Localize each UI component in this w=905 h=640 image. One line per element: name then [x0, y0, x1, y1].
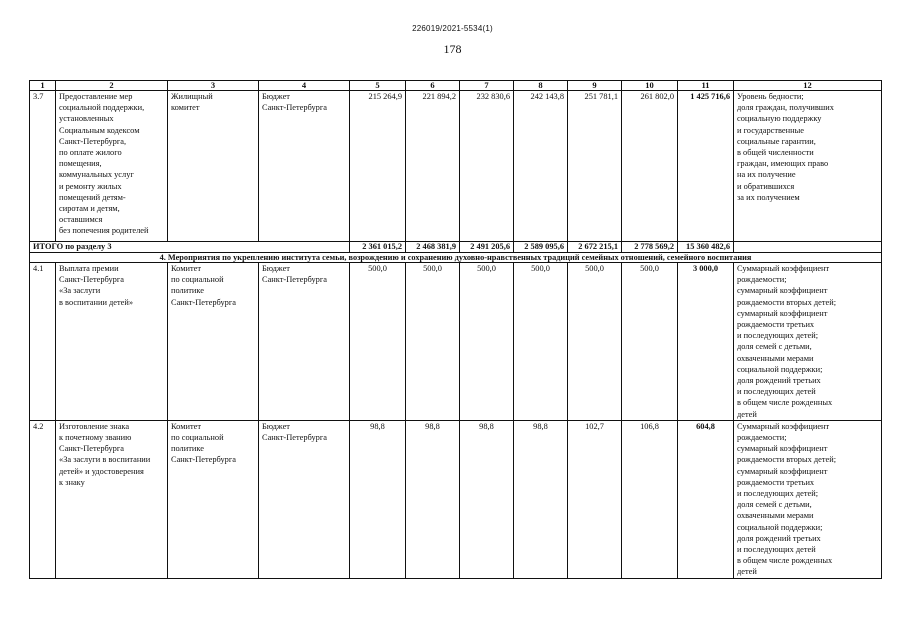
total-value: 1 425 716,6 [678, 91, 734, 242]
column-number: 7 [460, 81, 514, 91]
section-total-label: ИТОГО по разделу 3 [30, 242, 350, 253]
table-row [30, 263, 882, 421]
document-number: 226019/2021-5534(1) [412, 24, 493, 33]
executor: Комитет по социальной политике Санкт-Петербурга [168, 420, 259, 578]
year-value: 500,0 [350, 263, 406, 421]
year-total: 2 589 095,6 [514, 242, 568, 253]
year-value: 500,0 [622, 263, 678, 421]
column-number-row [30, 81, 882, 91]
year-total: 2 778 569,2 [622, 242, 678, 253]
column-number: 3 [168, 81, 259, 91]
column-number: 6 [406, 81, 460, 91]
year-value: 242 143,8 [514, 91, 568, 242]
year-value: 98,8 [350, 420, 406, 578]
table-row [30, 420, 882, 578]
column-number: 9 [568, 81, 622, 91]
section-title-row [30, 253, 882, 263]
year-value: 98,8 [514, 420, 568, 578]
year-total: 2 491 205,6 [460, 242, 514, 253]
year-value: 106,8 [622, 420, 678, 578]
target-indicators: Суммарный коэффициент рождаемости; суммарный коэффициент рождаемости вторых детей; суммарный коэффициент рождаемости третьих и последующих детей; доля семей с детьми, охваченными мерами социальной поддержки; доля рождений третьих и последующих детей в общем числе рожденных детей [734, 420, 882, 578]
total-value: 604,8 [678, 420, 734, 578]
funding-source: Бюджет Санкт-Петербурга [259, 263, 350, 421]
year-value: 98,8 [406, 420, 460, 578]
total-value: 3 000,0 [678, 263, 734, 421]
activity-name: Изготовление знака к почетному званию Санкт-Петербурга «За заслуги в воспитании детей» и удостоверения к знаку [56, 420, 168, 578]
grand-total: 15 360 482,6 [678, 242, 734, 253]
row-number: 4.2 [30, 420, 56, 578]
column-number: 5 [350, 81, 406, 91]
section-title: 4. Мероприятия по укреплению института семьи, возрождению и сохранению духовно-нравственных традиций семейных отношений, семейного воспитания [30, 253, 882, 263]
year-value: 261 802,0 [622, 91, 678, 242]
year-total: 2 361 015,2 [350, 242, 406, 253]
year-value: 98,8 [460, 420, 514, 578]
year-value: 500,0 [514, 263, 568, 421]
section-total-row [30, 242, 882, 253]
column-number: 12 [734, 81, 882, 91]
empty-cell [734, 242, 882, 253]
funding-source: Бюджет Санкт-Петербурга [259, 420, 350, 578]
funding-source: Бюджет Санкт-Петербурга [259, 91, 350, 242]
year-total: 2 468 381,9 [406, 242, 460, 253]
year-value: 232 830,6 [460, 91, 514, 242]
column-number: 10 [622, 81, 678, 91]
table-row [30, 91, 882, 242]
activity-name: Предоставление мер социальной поддержки, установленных Социальным кодексом Санкт-Петербурга, по оплате жилого помещения, коммунальных услуг и ремонту жилых помещений детям- сиротам и детям, оставшимся без попечения родителей [56, 91, 168, 242]
column-number: 11 [678, 81, 734, 91]
row-number: 3.7 [30, 91, 56, 242]
activity-name: Выплата премии Санкт-Петербурга «За заслуги в воспитании детей» [56, 263, 168, 421]
column-number: 1 [30, 81, 56, 91]
target-indicators: Уровень бедности; доля граждан, получивших социальную поддержку и государственные социальные гарантии, в общей численности граждан, имеющих право на их получение и обратившихся за их получением [734, 91, 882, 242]
column-number: 8 [514, 81, 568, 91]
executor: Комитет по социальной политике Санкт-Петербурга [168, 263, 259, 421]
target-indicators: Суммарный коэффициент рождаемости; суммарный коэффициент рождаемости вторых детей; суммарный коэффициент рождаемости третьих и последующих детей; доля семей с детьми, охваченными мерами социальной поддержки; доля рождений третьих и последующих детей в общем числе рожденных детей [734, 263, 882, 421]
page-number: 178 [443, 42, 462, 56]
year-value: 215 264,9 [350, 91, 406, 242]
column-number: 2 [56, 81, 168, 91]
year-value: 102,7 [568, 420, 622, 578]
year-total: 2 672 215,1 [568, 242, 622, 253]
year-value: 500,0 [568, 263, 622, 421]
year-value: 221 894,2 [406, 91, 460, 242]
program-activities-table [29, 80, 882, 579]
column-number: 4 [259, 81, 350, 91]
year-value: 500,0 [406, 263, 460, 421]
row-number: 4.1 [30, 263, 56, 421]
year-value: 500,0 [460, 263, 514, 421]
year-value: 251 781,1 [568, 91, 622, 242]
executor: Жилищный комитет [168, 91, 259, 242]
